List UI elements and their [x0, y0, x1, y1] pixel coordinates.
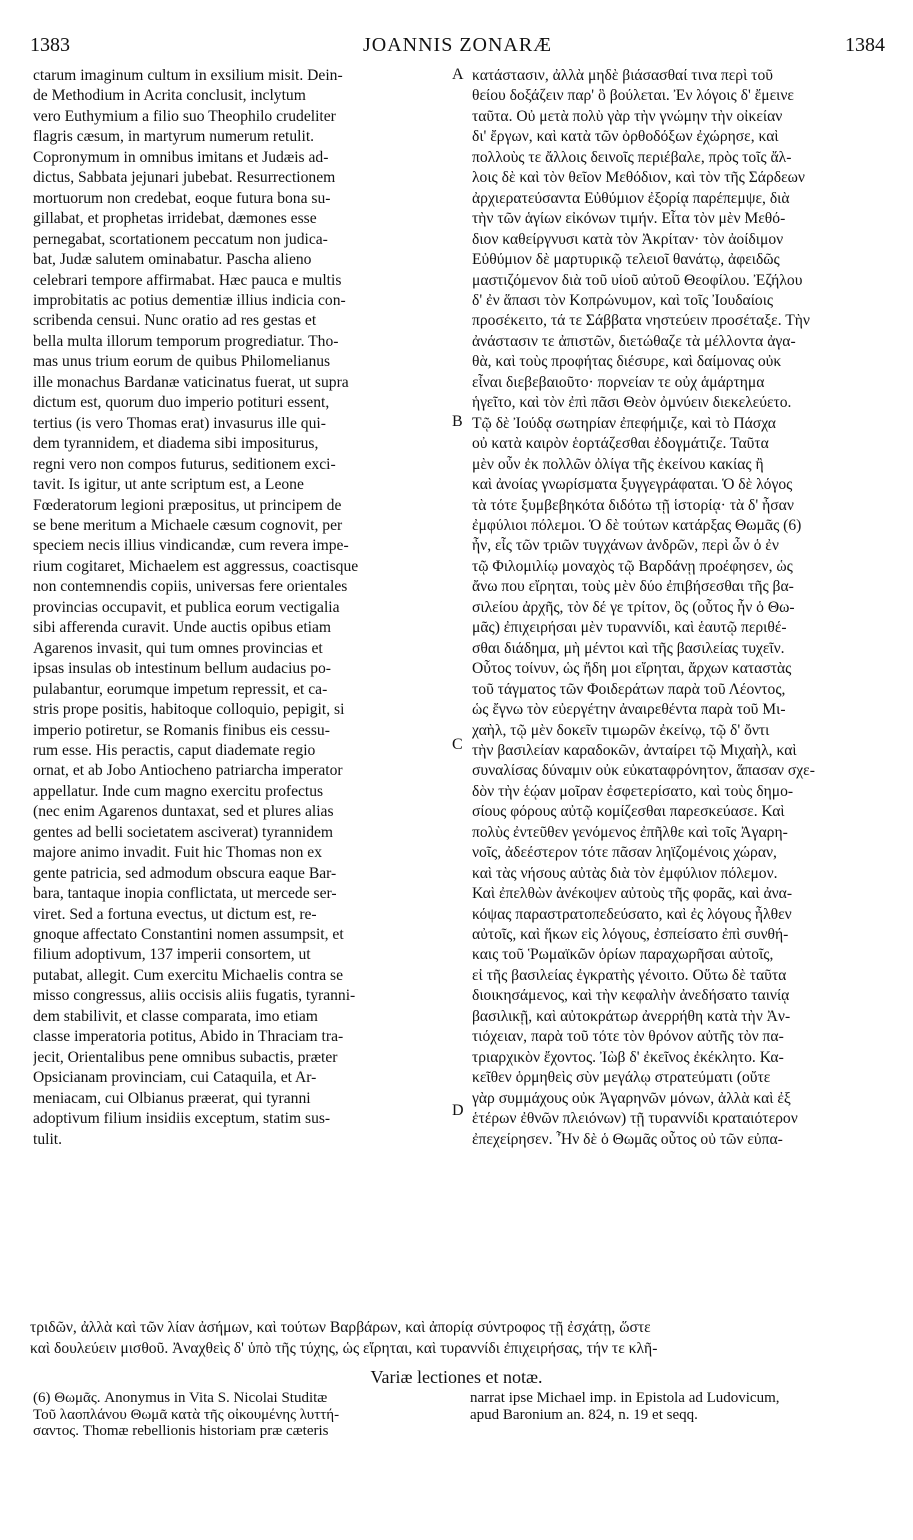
note-line: apud Baronium an. 824, n. 19 et seqq. [470, 1406, 698, 1423]
text-line: rum esse. His peractis, caput diademate regio [33, 741, 316, 759]
latin-column [33, 66, 445, 1150]
notes-right-column [470, 1390, 890, 1423]
text-line: improbitatis ac potius dementiæ illius indicia con- [33, 291, 346, 309]
text-line: ἐπεχείρησεν. Ἦν δὲ ὁ Θωμᾶς οὗτος οὐ τῶν εὐπα- [472, 1130, 783, 1148]
text-line: mortuorum non credebat, eoque futura bona su- [33, 189, 331, 207]
text-line: ἡγεῖτο, καὶ τὸν ἐπὶ πᾶσι Θεὸν ὀμνύειν διεκελεύετο. [472, 394, 792, 412]
text-line: sibi afferenda curavit. Unde auctis opibus etiam [33, 619, 332, 637]
text-line: καις τοῦ Ῥωμαϊκῶν ὁρίων παραχωρῆσαι αὐτοῖς, [472, 946, 774, 964]
text-line: ὡς ἔγνω τὸν εὐεργέτην ἀναιρεθέντα παρὰ τοῦ Μι- [472, 701, 786, 719]
notes-heading: Variæ lectiones et notæ. [370, 1367, 543, 1387]
text-line: σιλείου ἀρχῆς, τὸν δέ γε τρίτον, ὃς (οὗτος ἦν ὁ Θω- [472, 598, 795, 616]
text-line: misso congressus, aliis occisis aliis fugatis, tyranni- [33, 987, 356, 1005]
text-line: πολὺς ἐντεῦθεν γενόμενος ἐπῆλθε καὶ τοῖς Ἀγαρη- [472, 823, 788, 841]
text-line: μᾶς) ἐπιχειρήσαι μὲν τυραννίδι, καὶ ἑαυτῷ περιθέ- [472, 619, 787, 637]
text-line: Οὗτος τοίνυν, ὡς ἤδη μοι εἴρηται, ἄρχων καταστὰς [472, 660, 792, 678]
text-line: mas unus trium eorum de quibus Philomelianus [33, 353, 331, 371]
text-line: tertius (is vero Thomas erat) invasurus ille qui- [33, 414, 326, 432]
text-line: πολλοὺς τε ἄλλοις δεινοῖς περιέβαλε, πρὸς τοῖς ἄλ- [472, 148, 792, 166]
text-line: speciem necis illius vindicandæ, cum revera impe- [33, 537, 349, 555]
text-line: classe imperatoria potitus, Abido in Thraciam tra- [33, 1028, 344, 1046]
text-line: Εὐθύμιον δὲ μαρτυρικῷ τελειοῖ θανάτῳ, ἀφειδῶς [472, 251, 780, 269]
greek-continuation [30, 1318, 885, 1359]
text-line: κεῖθεν ὁρμηθεὶς σὺν μεγάλῳ στρατεύματι (οὔτε [472, 1069, 771, 1087]
text-line: tavit. Is igitur, ut ante scriptum est, a Leone [33, 476, 304, 494]
text-line: δι' ἔργων, καὶ κατὰ τῶν ὀρθοδόξων ἐχώρησε, καὶ [472, 128, 779, 146]
note-line: σαντος. Thomæ rebellionis historiam præ cæteris [33, 1423, 329, 1440]
text-line: filium adoptivum, 137 imperii consortem, ut [33, 946, 311, 964]
text-line: κόψας παραστρατοπεδεύσατο, καὶ ἐς λόγους ἦλθεν [472, 905, 792, 923]
text-line: meniacam, cui Olbianus præerat, qui tyranni [33, 1089, 311, 1107]
page-number-right: 1384 [845, 34, 885, 56]
text-line: Agarenos invasit, qui tum omnes provincias et [33, 639, 323, 657]
text-line: pulabantur, eorumque impetum repressit, et ca- [33, 680, 328, 698]
text-line: flagris cæsum, in martyrum numerum retulit. [33, 128, 315, 146]
text-line: pernegabat, scortationem peccatum non judica- [33, 230, 328, 248]
page-header [30, 34, 885, 58]
text-line: adoptivum filium insidiis exceptum, statim sus- [33, 1110, 331, 1128]
greek-column [472, 66, 880, 1150]
margin-letter-a: A [452, 66, 464, 83]
text-line: τὴν τῶν ἁγίων εἰκόνων τιμήν. Εἶτα τὸν μὲν Μεθό- [472, 210, 786, 228]
text-line: ταῦτα. Οὐ μετὰ πολὺ γὰρ τὴν γνώμην τὴν οἰκείαν [472, 107, 783, 125]
text-line: εἰ τῆς βασιλείας ἐγκρατὴς γένοιτο. Οὕτω δὲ ταῦτα [472, 966, 787, 984]
text-line: gente patricia, sed admodum obscura eaque Bar- [33, 864, 337, 882]
text-line: καὶ τὰς νήσους αὐτὰς διὰ τὸν ἐμφύλιον πόλεμον. [472, 864, 778, 882]
text-line: (nec enim Agarenos duntaxat, sed et plures alias [33, 803, 334, 821]
text-line: θείου δοξάζειν παρ' ὃ βούλεται. Ἐν λόγοις δ' ἔμεινε [472, 87, 794, 105]
text-line: ἀνάστασιν τε ἀπιστῶν, διετώθαζε τὰ μέλλοντα ἀγα- [472, 332, 796, 350]
text-line: dictum est, quorum duo imperio potituri essent, [33, 394, 330, 412]
running-title: JOANNIS ZONARÆ [362, 34, 552, 56]
text-line: bara, tantaque inopia conflictata, ut mercede ser- [33, 885, 337, 903]
text-line: scribenda censui. Nunc oratio ad res gestas et [33, 312, 317, 330]
text-line: ctarum imaginum cultum in exsilium misit. Dein- [33, 67, 343, 84]
text-line: viret. Sed a fortuna evectus, ut dictum est, re- [33, 905, 317, 923]
text-line: de Methodium in Acrita conclusit, inclytum [33, 87, 306, 105]
text-line: νοῖς, ἀδεέστερον τότε πᾶσαν ληϊζομένοις χώραν, [472, 844, 777, 862]
text-line: τριαρχικὸν ἔχοντος. Ἰὼβ δ' ἐκεῖνος ἐκέκλητο. Κα- [472, 1048, 784, 1066]
note-line: narrat ipse Michael imp. in Epistola ad Ludovicum, [470, 1390, 780, 1406]
text-line: gillabat, et prophetas irridebat, dæmones esse [33, 210, 317, 228]
text-line: διον καθείργνυσι κατὰ τὸν Ἀκρίταν· τὸν ἀοίδιμον [472, 230, 784, 248]
margin-letter-d: D [452, 1102, 464, 1119]
text-line: Καὶ ἐπελθὼν ἀνέκοψεν αὐτοὺς τῆς φορᾶς, καὶ ἀνα- [472, 885, 793, 903]
text-line: χαὴλ, τῷ μὲν δοκεῖν τιμωρῶν ἐκείνῳ, τῷ δ' ὄντι [472, 721, 770, 739]
text-line: θὰ, καὶ τοὺς προφήτας διέσυρε, καὶ δαίμονας οὐκ [472, 353, 782, 371]
text-line: ἄνω που εἴρηται, τοὺς μὲν δύο ἐπιβήσεσθαι τῆς βα- [472, 578, 794, 596]
text-line: Copronymum in omnibus imitans et Judæis ad- [33, 148, 329, 166]
text-line: τὰ τότε ξυμβεβηκότα διδότω τῇ ἱστορίᾳ· τὰ δ' ἦσαν [472, 496, 794, 514]
text-line: Τῷ δὲ Ἰούδᾳ σωτηρίαν ἐπεφήμιζε, καὶ τὸ Πάσχα [472, 414, 776, 432]
text-line: τὴν βασιλείαν καραδοκῶν, ἀνταίρει τῷ Μιχαὴλ, καὶ [472, 741, 797, 759]
text-line: αὐτοῖς, καὶ ἥκων εἰς λόγους, ἐσπείσατο ἐπὶ συνθή- [472, 926, 789, 944]
text-line: vero Euthymium a filio suo Theophilo crudeliter [33, 107, 336, 125]
margin-letter-c: C [452, 736, 463, 753]
text-line: οὐ κατὰ καιρὸν ἑορτάζεσθαι ἐδογμάτιζε. Ταῦτα [472, 435, 769, 453]
text-line: γὰρ συμμάχους οὐκ Ἀγαρηνῶν μόνων, ἀλλὰ καὶ ἐξ [472, 1089, 791, 1107]
text-line: τιόχειαν, παρὰ τοῦ τότε τὸν θρόνον αὐτῆς τὸν πα- [472, 1028, 784, 1046]
text-line: σίους φόρους αὐτῷ κομίζεσθαι παρεσκεύασε. Καὶ [472, 803, 785, 821]
text-line: λοις δὲ καὶ τὸν θεῖον Μεθόδιον, καὶ τὸν τῆς Σάρδεων [472, 169, 805, 187]
text-line: τῷ Φιλομιλίῳ μοναχὸς τῷ Βαρδάνῃ προέφησεν, ὡς [472, 557, 793, 575]
text-line: ἀρχιερατεύσαντα Εὐθύμιον ἐξορίᾳ παρέπεμψε, διὰ [472, 189, 790, 207]
text-line: celebrari tempore affirmabat. Hæc pauca e multis [33, 271, 342, 289]
text-line: ἦν, εἷς τῶν τριῶν τυγχάνων ἀνδρῶν, περὶ ὧν ὁ ἐν [472, 537, 779, 555]
text-line: σθαι διάδημα, μὴ μέντοι καὶ τῆς βασιλείας τυχεῖν. [472, 639, 785, 657]
text-line: majore animo invadit. Fuit hic Thomas non ex [33, 844, 323, 862]
text-line: συναλίσας δύναμιν οὐκ εὐκαταφρόνητον, ἅπασαν σχε- [472, 762, 815, 780]
text-line: κατάστασιν, ἀλλὰ μηδὲ βιάσασθαί τινα περὶ τοῦ [472, 67, 773, 84]
text-line: δὸν τὴν ἑῴαν μοῖραν ἐσφετερίσατο, καὶ τοὺς δημο- [472, 782, 794, 800]
text-line: ille monachus Bardanæ vaticinatus fuerat, ut supra [33, 373, 349, 391]
note-line: (6) Θωμᾶς. Anonymus in Vita S. Nicolai Studitæ [33, 1390, 328, 1406]
text-line: gentes ad belli societatem asciverat) tyrannidem [33, 823, 334, 841]
text-line: Fœderatorum legioni præpositus, ut principem de [33, 496, 342, 514]
text-line: ἑτέρων ἐθνῶν πλειόνων) τῇ τυραννίδι κραταιότερον [472, 1110, 798, 1128]
text-line: stris prope positis, habitoque colloquio, pepigit, si [33, 701, 345, 719]
text-line: imperio potiretur, se Romanis finibus eis cessu- [33, 721, 330, 739]
text-line: tulit. [33, 1130, 63, 1148]
text-line: dem stabilivit, et classe comparata, imo etiam [33, 1007, 318, 1025]
text-line: δ' ἐν ἅπασι τὸν Κοπρώνυμον, καὶ τοῖς Ἰουδαίοις [472, 291, 774, 309]
text-line: τριδῶν, ἀλλὰ καὶ τῶν λίαν ἀσήμων, καὶ τούτων Βαρβάρων, καὶ ἀπορίᾳ σύντροφος τῇ ἐσχάτῃ, ὥστε [30, 1319, 651, 1336]
text-line: τοῦ τάγματος τῶν Φοιδεράτων παρὰ τοῦ Λέοντος, [472, 680, 786, 698]
page-number-left: 1383 [30, 34, 70, 56]
text-line: non contemnendis copiis, universas fere orientales [33, 578, 348, 596]
text-line: gnoque affectato Constantini nomen assumpsit, et [33, 926, 344, 944]
text-line: bat, Judæ salutem ominabatur. Pascha alieno [33, 251, 312, 269]
text-line: βασιλικῇ, καὶ αὐτοκράτωρ ἀνερρήθη κατὰ τὴν Ἀν- [472, 1007, 791, 1025]
text-line: καὶ δουλεύειν μισθοῦ. Ἀναχθεὶς δ' ὑπὸ τῆς τύχης, ὡς εἴρηται, καὶ τυραννίδι ἐπιχειρήσας, τήν τε κλῆ- [30, 1339, 658, 1357]
text-line: provincias occupavit, et publica eorum vectigalia [33, 598, 340, 616]
text-line: εἶναι διεβεβαιοῦτο· πορνείαν τε οὐχ ἁμάρτημα [472, 373, 765, 391]
text-line: Opsicianam provinciam, cui Cataquila, et Ar- [33, 1069, 317, 1087]
text-line: καὶ ἀνοίας γνωρίσματα ξυγγεγράφαται. Ὁ δὲ λόγος [472, 476, 793, 494]
text-line: προσέκειτο, τά τε Σάββατα νηστεύειν προσέταξε. Τὴν [472, 312, 810, 330]
text-line: putabat, allegit. Cum exercitu Michaelis contra se [33, 966, 344, 984]
text-line: jecit, Orientalibus pene omnibus subactis, præter [33, 1048, 338, 1066]
text-line: dictus, Sabbata jejunari jubebat. Resurrectionem [33, 169, 336, 187]
margin-letter-b: B [452, 413, 463, 430]
text-line: regni vero non compos futurus, seditionem exci- [33, 455, 336, 473]
note-line: Τοῦ λαοπλάνου Θωμᾶ κατὰ τῆς οἰκουμένης λυττή- [33, 1406, 340, 1423]
text-line: ipsas insulas ob intestinum bellum audacius po- [33, 660, 331, 678]
text-line: appellatur. Inde cum magno exercitu profectus [33, 782, 324, 800]
text-line: διοικησάμενος, καὶ τὴν κεφαλὴν ἀνεδήσατο ταινίᾳ [472, 987, 790, 1005]
text-line: μὲν οὖν ἐκ πολλῶν ὀλίγα τῆς ἐκείνου κακίας ἢ [472, 455, 764, 473]
text-line: μαστιζόμενον διὰ τοῦ υἱοῦ αὐτοῦ Θεοφίλου. Ἐζήλου [472, 271, 803, 289]
text-line: ornat, et ab Jobo Antiocheno patriarcha imperator [33, 762, 343, 780]
notes-left-column [33, 1390, 458, 1440]
text-line: bella multa illorum temporum progrediatur. Tho- [33, 332, 339, 350]
text-line: ἐμφύλιοι πόλεμοι. Ὁ δὲ τούτων κατάρξας Θωμᾶς (6) [472, 516, 802, 534]
text-line: se bene meritum a Michaele cæsum cognovit, per [33, 516, 343, 534]
text-line: rium cogitaret, Michaelem est aggressus, coactisque [33, 557, 359, 575]
text-line: dem tyrannidem, et diadema sibi impositurus, [33, 435, 319, 453]
